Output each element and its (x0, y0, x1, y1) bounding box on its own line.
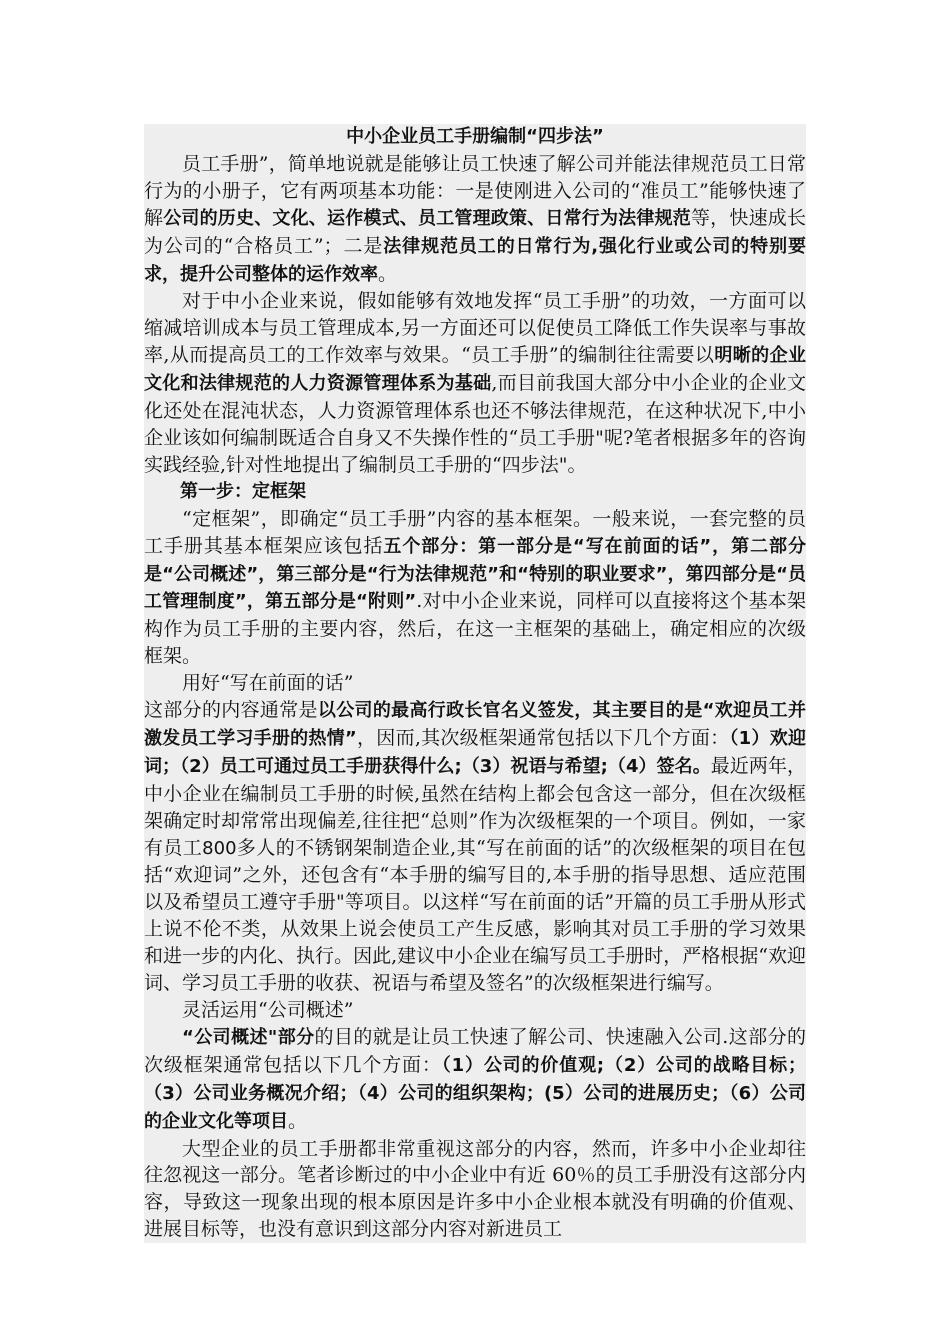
subsection-heading-foreword: 用好“写在前面的话” (182, 672, 354, 695)
text-run: ，因而,其次级框架通常包括以下几个方面： (356, 726, 730, 749)
subsection-heading-overview: 灵活运用“公司概述” (182, 999, 354, 1021)
text-run: 等，快速成长为公司的“合格员工”；二是 (144, 206, 806, 257)
text-run: “定框架”，即确定“员工手册”内容的基本框架。一般来说，一套完整的员工手册其基本框架应该包括 (144, 507, 806, 557)
text-run: 多人的不锈钢架制造企业,其“写在前面的话”的次级框架的项目在包括“欢迎词”之外，还包含有“本手册的编写目的,本手册的指导思想、适应范围以及希望员工遵守手册"等项目。以这样“写在前面的话”开篇的员工手册从形式上说不伦不类，从效果上说会使员工产生反感，影响其对员工手册的学习效果和进一步的内化、执行。因此,建议中小企业在编写员工手册时，严格根据“欢迎词、学习员工手册的收获、祝语与希望及签名”的次级框架进行编写。 (144, 836, 806, 995)
text-run: .对中小企业来说，同样可以直接将这个基本架构作为员工手册的主要内容，然后，在这一主框架的基础上，确定相应的次级框架。 (144, 590, 806, 668)
bold-text-run: 法律规范员工的日常行为,强化行业或公司的特别要求，提升公司整体的运作效率 (144, 235, 806, 285)
paragraph-overview (144, 1024, 806, 1136)
step1-heading: 第一步：定框架 (180, 480, 306, 502)
number-run: 800 (202, 837, 237, 859)
bold-text-run: 公司的历史、文化、运作模式、员工管理政策、日常行为法律规范 (163, 207, 691, 229)
text-run: 。 (288, 1109, 308, 1132)
paragraph-large-enterprise (144, 1136, 806, 1244)
text-run: ,而目前我国大部分中小企业的企业文化还处在混沌状态，人力资源管理体系也还不够法律规范，在这种状况下,中小企业该如何编制既适合自身又不失操作性的“员工手册"呢?笔者根据多年的咨询实践经验,针对性地提出了编制员工手册的“四步法"。 (144, 372, 806, 476)
text-run: 这部分的内容通常是 (144, 699, 318, 722)
paragraph-intro (144, 151, 806, 289)
bold-text-run: （1）公司的价值观;（2）公司的战略目标；（3）公司业务概况介绍；（4）公司的组织架构；(5）公司的进展历史；（6）公司的企业文化等项目 (144, 1054, 806, 1132)
paragraph-framework (144, 506, 806, 670)
bold-text-run: 五个部分：第一部分是“写在前面的话”，第二部分是“公司概述”，第三部分是“行为法律规范”和“特别的职业要求”，第四部分是“员工管理制度”，第五部分是“附则” (144, 535, 806, 613)
paragraph-foreword (144, 697, 806, 997)
document-page (144, 124, 806, 1243)
text-run: 最近两年，中小企业在编制员工手册的时候,虽然在结构上都会包含这一部分，但在次级框架确定时却常常出现偏差,往往把“总则”作为次级框架的一个项目。例如，一家有员工 (144, 754, 806, 859)
bold-text-run: 以公司的最高行政长官名义签发，其主要目的是“欢迎员工并激发员工学习手册的热情” (144, 700, 806, 749)
text-run: 。 (378, 262, 398, 285)
text-run: 的目的就是让员工快速了解公司、快速融入公司.这部分的次级框架通常包括以下几个方面： (144, 1025, 806, 1076)
bold-text-run: 明晰的企业文化和法律规范的人力资源管理体系为基础 (144, 345, 807, 395)
paragraph-background (144, 288, 806, 478)
bold-text-run: “公司概述"部分 (182, 1026, 315, 1048)
text-run: 员工手册”，简单地说就是能够让员工快速了解公司并能法律规范员工日常行为的小册子，它有两项基本功能：一是使刚进入公司的“准员工”能够快速了解 (144, 152, 806, 229)
bold-text-run: （1）欢迎词；（2）员工可通过员工手册获得什么;（3）祝语与希望;（4）签名。 (144, 727, 806, 777)
text-run: 对于中小企业来说，假如能够有效地发挥“员工手册”的功效，一方面可以缩减培训成本与员工管理成本,另一方面还可以促使员工降低工作失误率与事故率,从而提高员工的工作效率与效果。“员工手册”的编制往往需要以 (144, 290, 806, 367)
text-run: 大型企业的员工手册都非常重视这部分的内容，然而，许多中小企业却往往忽视这一部分。笔者诊断过的中小企业中有近 60％的员工手册没有这部分内容，导致这一现象出现的根本原因是许多中小企业根本就没有明确的价值观、进展目标等，也没有意识到这部分内容对新进员工 (144, 1137, 806, 1241)
document-title: 中小企业员工手册编制“四步法” (346, 126, 604, 147)
